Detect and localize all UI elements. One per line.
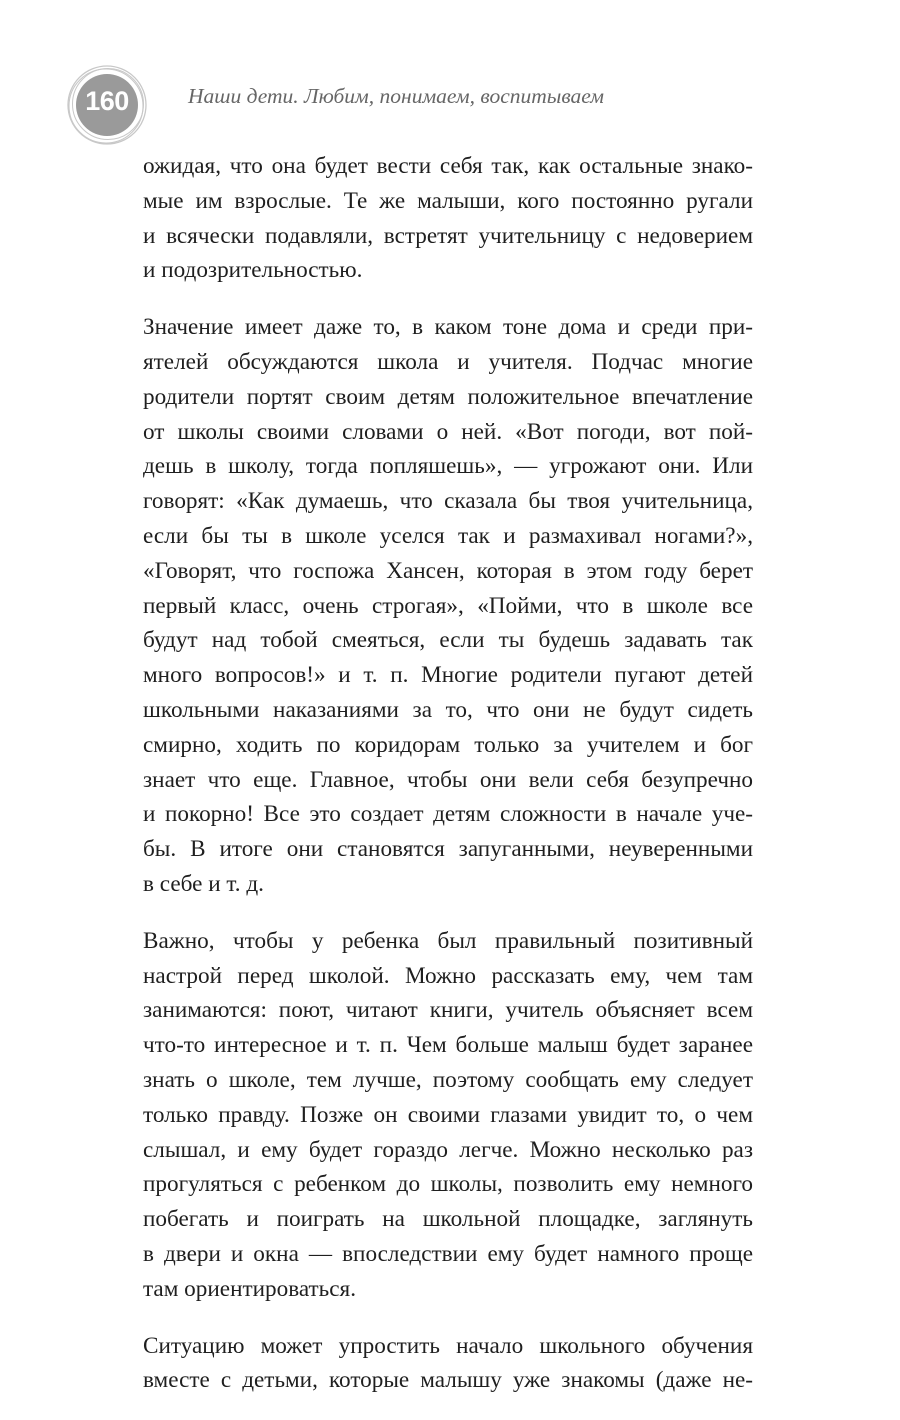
text-line: и покорно! Все это создает детям сложности в начале уче- [143,801,753,828]
text-line: знает что еще. Главное, чтобы они вели себя безупречно [143,766,753,793]
text-line: Ситуацию может упростить начало школьного обучения [143,1332,753,1359]
text-line: занимаются: поют, читают книги, учитель объясняет всем [143,997,753,1024]
text-line: от школы своими словами о ней. «Вот погоди, вот пой- [143,418,753,445]
text-line: прогуляться с ребенком до школы, позволить ему немного [143,1171,753,1198]
text-line: и подозрительностью. [143,257,363,284]
text-line: слышал, и ему будет гораздо легче. Можно несколько раз [143,1136,753,1163]
text-line: если бы ты в школе уселся так и размахивал ногами?», [143,522,753,549]
text-line: только правду. Позже он своими глазами увидит то, о чем [143,1101,753,1128]
page-number: 160 [85,86,129,116]
paragraph [143,1329,753,1399]
text-line: настрой перед школой. Можно рассказать ему, чем там [143,962,753,989]
text-line: говорят: «Как думаешь, что сказала бы твоя учительница, [143,488,753,515]
text-line: в двери и окна — впоследствии ему будет намного проще [143,1240,753,1267]
text-line: дешь в школу, тогда попляшешь», — угрожают они. Или [143,453,753,480]
text-line: первый класс, очень строгая», «Пойми, что в школе все [143,592,753,619]
running-title: Наши дети. Любим, понимаем, воспитываем [188,84,604,108]
text-line: будут над тобой смеяться, если ты будешь задавать так [143,627,753,654]
text-line: побегать и поиграть на школьной площадке, заглянуть [143,1206,753,1233]
text-line: мые им взрослые. Те же малыши, кого постоянно ругали [143,187,753,214]
text-line: знать о школе, тем лучше, поэтому сообщать ему следует [143,1066,753,1093]
paragraph [143,310,753,902]
text-line: школьными наказаниями за то, что они не будут сидеть [143,696,753,723]
text-line: смирно, ходить по коридорам только за учителем и бог [143,731,753,758]
text-line: и всячески подавляли, встретят учительницу с недоверием [143,222,753,249]
page-number-badge [66,64,148,146]
body-text [143,149,753,1420]
text-line: что-то интересное и т. п. Чем больше малыш будет заранее [143,1032,753,1059]
text-line: ятелей обсуждаются школа и учителя. Подчас многие [143,348,753,375]
text-line: много вопросов!» и т. п. Многие родители пугают детей [143,662,753,689]
page-header [66,64,766,144]
text-line: в себе и т. д. [143,870,264,897]
paragraph [143,149,753,288]
text-line: бы. В итоге они становятся запуганными, неуверенными [143,836,753,863]
text-line: там ориентироваться. [143,1275,357,1302]
text-line: родители портят своим детям положительное впечатление [143,383,753,410]
text-line: ожидая, что она будет вести себя так, как остальные знако- [143,153,753,179]
text-line: вместе с детьми, которые малышу уже знакомы (даже не- [143,1367,753,1394]
text-line: Важно, чтобы у ребенка был правильный позитивный [143,927,753,954]
paragraph [143,924,753,1307]
text-line: Значение имеет даже то, в каком тоне дома и среди при- [143,314,753,341]
text-line: «Говорят, что госпожа Хансен, которая в этом году берет [143,557,753,584]
